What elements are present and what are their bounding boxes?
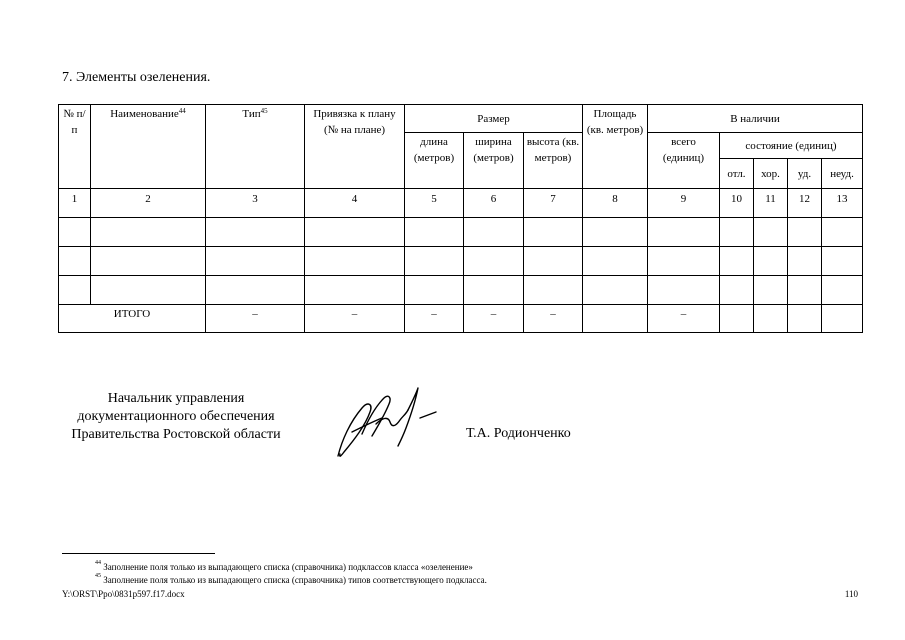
- header-length: длина (метров): [405, 133, 464, 189]
- total-type: –: [206, 305, 305, 333]
- header-available: В наличии: [648, 105, 863, 133]
- footnote-divider: [62, 553, 215, 554]
- column-number: 10: [720, 189, 754, 218]
- column-number-row: [59, 189, 863, 218]
- total-width: –: [464, 305, 524, 333]
- footnote-mark-44: 44: [178, 107, 186, 115]
- column-number: 5: [405, 189, 464, 218]
- header-width: ширина (метров): [464, 133, 524, 189]
- header-total-units: всего (единиц): [648, 133, 720, 189]
- footnote-45: [95, 575, 487, 585]
- column-number: 1: [59, 189, 91, 218]
- header-area: Площадь (кв. метров): [583, 105, 648, 189]
- page-number: 110: [844, 589, 858, 599]
- header-binding: Привязка к плану (№ на плане): [305, 105, 405, 189]
- total-units: –: [648, 305, 720, 333]
- header-num: № п/п: [59, 105, 91, 189]
- column-number: 2: [91, 189, 206, 218]
- column-number: 12: [788, 189, 822, 218]
- greenery-table: [58, 104, 863, 333]
- section-title: 7. Элементы озеленения.: [62, 70, 211, 85]
- column-number: 13: [822, 189, 863, 218]
- total-binding: –: [305, 305, 405, 333]
- header-name: Наименование$^{44}$: [91, 105, 206, 189]
- position-line: Начальник управления: [107, 391, 245, 406]
- column-number: 9: [648, 189, 720, 218]
- footnote-mark: 44: [95, 560, 101, 566]
- column-number: 8: [583, 189, 648, 218]
- header-unsatisfactory: неуд.: [822, 159, 863, 189]
- total-label: ИТОГО: [59, 305, 206, 333]
- header-height: высота (кв. метров): [524, 133, 583, 189]
- total-height: –: [524, 305, 583, 333]
- column-number: 3: [206, 189, 305, 218]
- header-type: Тип$^{45}$: [206, 105, 305, 189]
- column-number: 6: [464, 189, 524, 218]
- footnote-text: Заполнение поля только из выпадающего списка (справочника) подклассов класса «озеленение»: [103, 562, 473, 572]
- column-number: 7: [524, 189, 583, 218]
- total-length: –: [405, 305, 464, 333]
- footnote-mark: 45: [95, 573, 101, 579]
- header-satisfactory: уд.: [788, 159, 822, 189]
- handwritten-signature: [332, 382, 442, 464]
- table-row: [59, 247, 863, 276]
- table-row: [59, 276, 863, 305]
- total-area: [583, 305, 648, 333]
- table-row: [59, 218, 863, 247]
- position-line: документационного обеспечения: [77, 409, 275, 424]
- header-size: Размер: [405, 105, 583, 133]
- footnote-text: Заполнение поля только из выпадающего списка (справочника) типов соответствующего подкласса.: [103, 575, 487, 585]
- header-excellent: отл.: [720, 159, 754, 189]
- total-row: [59, 305, 863, 333]
- footnote-44: [95, 562, 473, 572]
- file-path: Y:\ORST\Ppo\0831p597.f17.docx: [62, 589, 185, 599]
- signatory-name: Т.А. Родионченко: [466, 426, 571, 441]
- column-number: 4: [305, 189, 405, 218]
- signatory-position: [60, 390, 292, 444]
- position-line: Правительства Ростовской области: [71, 427, 281, 442]
- column-number: 11: [754, 189, 788, 218]
- footnote-mark-45: 45: [260, 107, 268, 115]
- header-condition: состояние (единиц): [720, 133, 863, 159]
- header-good: хор.: [754, 159, 788, 189]
